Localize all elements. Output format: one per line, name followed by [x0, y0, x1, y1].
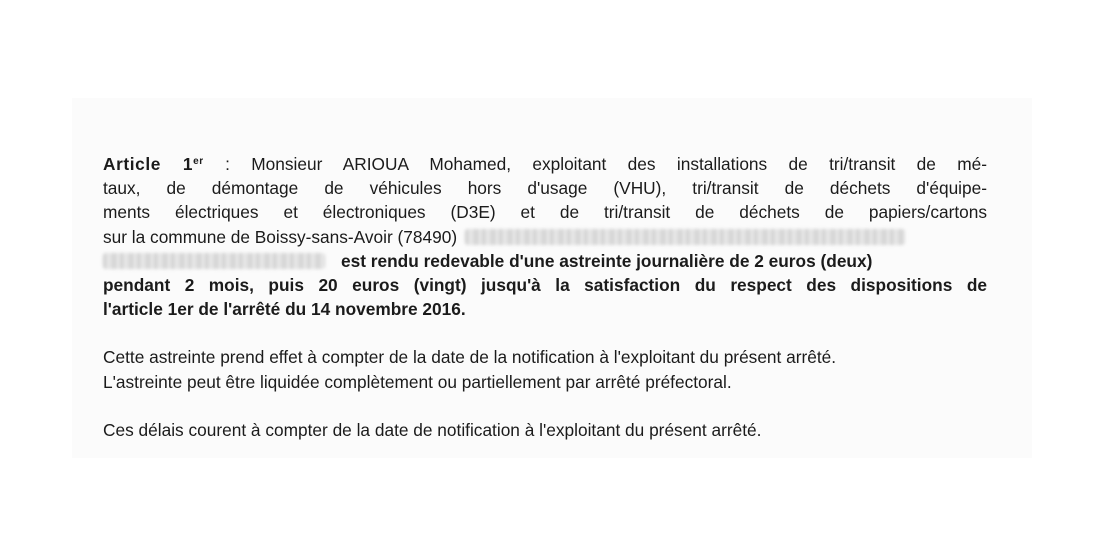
article-label-superscript: er [193, 156, 204, 167]
article-line-3: ments électriques et électroniques (D3E) et de tri/transit de déchets de papiers/cartons [103, 202, 987, 223]
article-line-5-text: est rendu redevable d'une astreinte journalière de 2 euros (deux) [341, 250, 873, 271]
article-label: Article 1er [103, 154, 204, 174]
paragraph-2-line-1: Cette astreinte prend effet à compter de la date de la notification à l'exploitant du présent arrêté. [103, 347, 837, 368]
redacted-block [103, 253, 325, 269]
paragraph-3-line-1: Ces délais courent à compter de la date de notification à l'exploitant du présent arrêté. [103, 419, 762, 440]
document-body [103, 152, 987, 442]
article-line-1-text: Monsieur ARIOUA Mohamed, exploitant des installations de tri/transit de mé- [251, 154, 987, 174]
article-separator: : [203, 154, 252, 174]
article-line-7: l'article 1er de l'arrêté du 14 novembre 2016. [103, 299, 466, 320]
article-line-2: taux, de démontage de véhicules hors d'usage (VHU), tri/transit de déchets d'équipe- [103, 178, 987, 199]
paragraph-gap [103, 321, 987, 345]
article-line-6: pendant 2 mois, puis 20 euros (vingt) jusqu'à la satisfaction du respect des dispositions de [103, 274, 987, 295]
article-line-4 [103, 225, 987, 249]
paragraph-2-line-2: L'astreinte peut être liquidée complètement ou partiellement par arrêté préfectoral. [103, 371, 732, 392]
article-line-4-text: sur la commune de Boissy-sans-Avoir (78490) [103, 226, 458, 247]
paragraph-gap [103, 394, 987, 418]
article-line-1 [103, 152, 987, 176]
article-line-5 [103, 249, 987, 273]
redacted-block [465, 229, 905, 245]
